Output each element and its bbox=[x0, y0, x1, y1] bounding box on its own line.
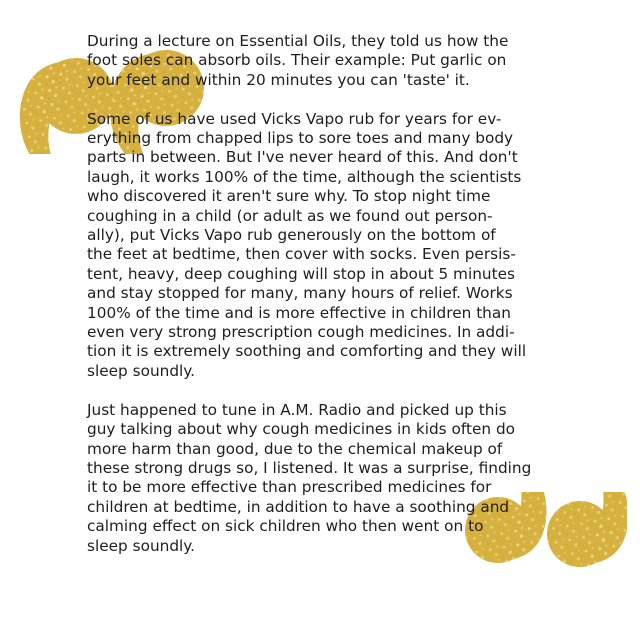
text-line: laugh, it works 100% of the time, although the scientists bbox=[87, 167, 522, 186]
paragraph-garlic bbox=[87, 32, 553, 90]
text-line: the feet at bedtime, then cover with socks. Even persis- bbox=[87, 245, 516, 264]
text-line: tion it is extremely soothing and comforting and they will bbox=[87, 342, 527, 361]
text-line: it to be more effective than prescribed medicines for bbox=[87, 478, 492, 497]
text-line: Just happened to tune in A.M. Radio and picked up this bbox=[87, 400, 507, 419]
text-line: who discovered it aren't sure why. To stop night time bbox=[87, 187, 491, 206]
text-line: erything from chapped lips to sore toes and many body bbox=[87, 129, 514, 148]
text-line: guy talking about why cough medicines in kids often do bbox=[87, 420, 516, 439]
text-line: these strong drugs so, I listened. It was a surprise, finding bbox=[87, 458, 532, 477]
text-line: calming effect on sick children who then went on to bbox=[87, 517, 484, 536]
text-line: sleep soundly. bbox=[87, 361, 196, 380]
text-line: and stay stopped for many, many hours of relief. Works bbox=[87, 284, 513, 303]
text-line: tent, heavy, deep coughing will stop in about 5 minutes bbox=[87, 264, 515, 283]
text-line: more harm than good, due to the chemical makeup of bbox=[87, 439, 503, 458]
text-line: your feet and within 20 minutes you can 'taste' it. bbox=[87, 70, 470, 89]
text-line: sleep soundly. bbox=[87, 536, 196, 555]
text-line: parts in between. But I've never heard of this. And don't bbox=[87, 148, 518, 167]
quote-text bbox=[87, 32, 553, 575]
text-line: During a lecture on Essential Oils, they told us how the bbox=[87, 32, 509, 50]
paragraph-radio bbox=[87, 401, 553, 556]
paragraph-vicks bbox=[87, 110, 553, 382]
text-line: foot soles can absorb oils. Their example: Put garlic on bbox=[87, 51, 507, 70]
text-line: coughing in a child (or adult as we found out person- bbox=[87, 206, 493, 225]
text-line: 100% of the time and is more effective in children than bbox=[87, 303, 511, 322]
text-line: Some of us have used Vicks Vapo rub for years for ev- bbox=[87, 109, 502, 128]
text-line: even very strong prescription cough medicines. In addi- bbox=[87, 323, 515, 342]
text-line: ally), put Vicks Vapo rub generously on the bottom of bbox=[87, 226, 496, 245]
text-line: children at bedtime, in addition to have a soothing and bbox=[87, 497, 510, 516]
